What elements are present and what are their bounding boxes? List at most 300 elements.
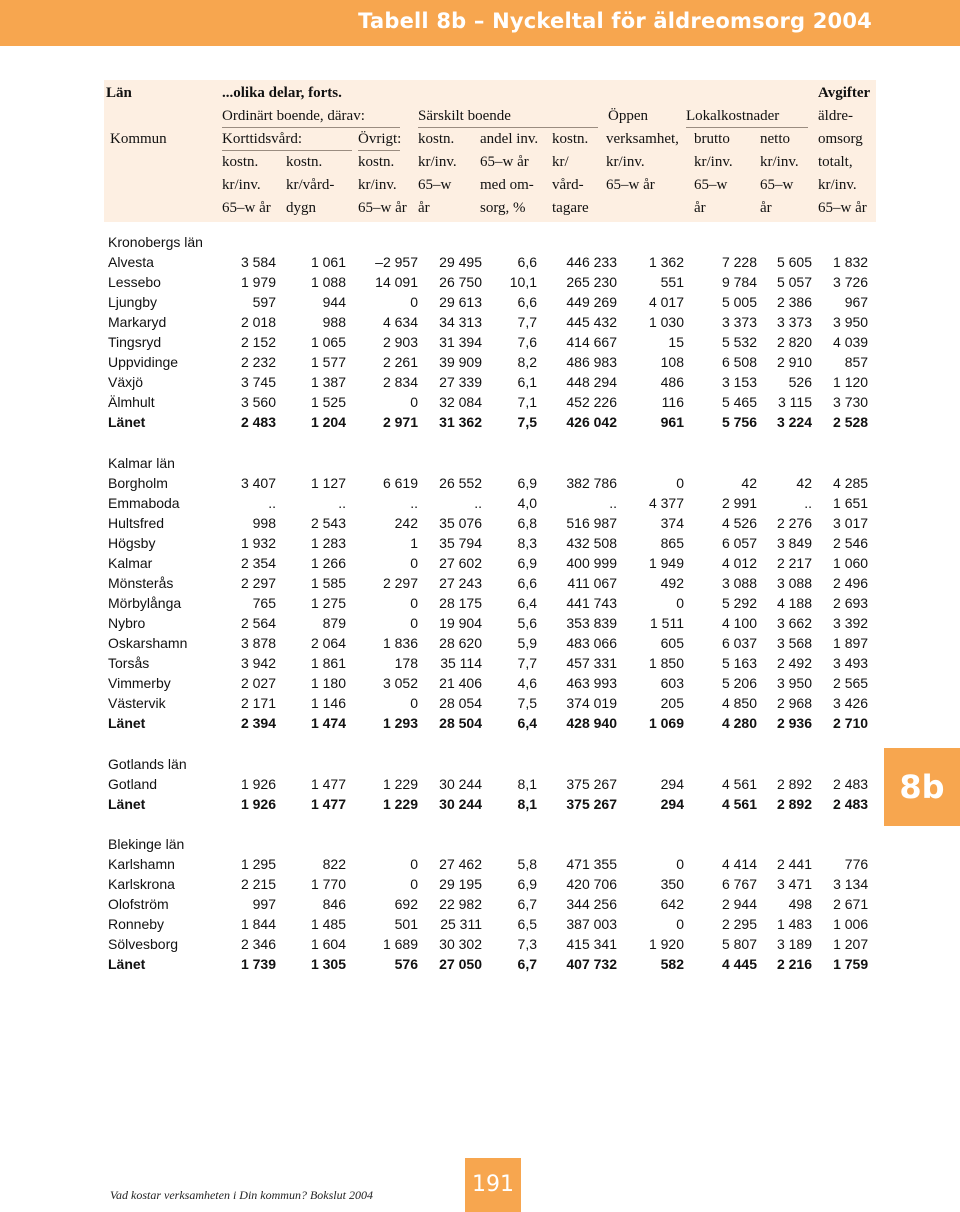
- value-cell: 1 844: [240, 916, 276, 932]
- kommun-name-cell: Ljungby: [108, 294, 158, 310]
- value-cell: 2 496: [833, 575, 869, 591]
- value-cell: 3 942: [240, 655, 276, 671]
- value-cell: 498: [788, 896, 812, 912]
- table-row: [108, 493, 868, 513]
- value-cell: 5 532: [721, 334, 757, 350]
- value-cell: 3 115: [778, 394, 812, 410]
- header-c10-4: kr/inv.: [818, 177, 857, 193]
- value-cell: 3 373: [721, 314, 757, 330]
- value-cell: 2 483: [833, 776, 869, 792]
- table-row: [108, 593, 868, 613]
- value-cell: ..: [268, 495, 276, 511]
- kommun-name-cell: Torsås: [108, 655, 150, 671]
- value-cell: ..: [609, 495, 617, 511]
- value-cell: 6,6: [517, 294, 537, 310]
- value-cell: 14 091: [375, 274, 418, 290]
- kommun-name-cell: Mönsterås: [108, 575, 174, 591]
- kommun-name-cell: Karlshamn: [108, 856, 175, 872]
- header-c7-3: 65–w år: [606, 177, 655, 193]
- value-cell: 1 030: [648, 314, 684, 330]
- value-cell: 29 613: [439, 294, 482, 310]
- header-c6-3: vård-: [552, 177, 584, 193]
- value-cell: 31 394: [439, 334, 482, 350]
- value-cell: 492: [660, 575, 684, 591]
- value-cell: 2 276: [776, 515, 812, 531]
- value-cell: 1 932: [240, 535, 276, 551]
- value-cell: 1 204: [310, 414, 346, 430]
- value-cell: 1 120: [833, 374, 869, 390]
- value-cell: 1 832: [833, 254, 869, 270]
- value-cell: ..: [474, 495, 482, 511]
- table-row: [108, 533, 868, 553]
- table-row: [108, 573, 868, 593]
- value-cell: 205: [660, 695, 684, 711]
- value-cell: 2 216: [776, 956, 812, 972]
- section-heading: Kalmar län: [108, 455, 175, 471]
- value-cell: 1 525: [310, 394, 346, 410]
- value-cell: 0: [410, 595, 418, 611]
- value-cell: 375 267: [566, 776, 617, 792]
- section-heading-row: [108, 453, 868, 473]
- header-c10-5: 65–w år: [818, 200, 867, 216]
- value-cell: 1 651: [833, 495, 869, 511]
- value-cell: 3 407: [240, 475, 276, 491]
- value-cell: 5 807: [721, 936, 757, 952]
- kommun-name-cell: Uppvidinge: [108, 354, 179, 370]
- value-cell: 34 313: [439, 314, 482, 330]
- value-cell: 2 386: [776, 294, 812, 310]
- value-cell: 3 134: [833, 876, 869, 892]
- table-row: [108, 914, 868, 934]
- kommun-name-cell: Länet: [108, 796, 146, 812]
- table-blekinge: [108, 834, 868, 974]
- value-cell: 0: [410, 615, 418, 631]
- header-c8-3: 65–w: [694, 177, 728, 193]
- value-cell: 1 577: [310, 354, 346, 370]
- value-cell: 7,7: [517, 655, 537, 671]
- value-cell: 432 508: [566, 535, 617, 551]
- value-cell: 28 054: [439, 695, 482, 711]
- value-cell: ..: [804, 495, 812, 511]
- value-cell: 765: [252, 595, 276, 611]
- value-cell: 2 910: [776, 354, 812, 370]
- value-cell: 846: [322, 896, 346, 912]
- header-c5-1: andel inv.: [480, 131, 539, 147]
- header-c5-2: 65–w år: [480, 154, 529, 170]
- table-row: [108, 553, 868, 573]
- value-cell: 4,0: [517, 495, 537, 511]
- value-cell: 8,1: [517, 796, 537, 812]
- value-cell: 1 275: [310, 595, 346, 611]
- value-cell: 0: [676, 595, 684, 611]
- header-c7-1: verksamhet,: [606, 131, 679, 147]
- value-cell: 4 561: [721, 796, 757, 812]
- value-cell: 1 739: [240, 956, 276, 972]
- value-cell: 4 280: [721, 715, 757, 731]
- value-cell: 967: [844, 294, 869, 310]
- value-cell: 2 171: [240, 695, 276, 711]
- value-cell: 822: [322, 856, 346, 872]
- table-row: [108, 934, 868, 954]
- value-cell: 178: [394, 655, 418, 671]
- value-cell: 865: [660, 535, 684, 551]
- value-cell: 2 295: [721, 916, 757, 932]
- value-cell: 1 295: [240, 856, 276, 872]
- value-cell: 1 926: [240, 796, 276, 812]
- value-cell: 3 153: [721, 374, 757, 390]
- value-cell: 0: [410, 555, 418, 571]
- header-c10-3: totalt,: [818, 154, 853, 170]
- value-cell: 944: [322, 294, 346, 310]
- value-cell: 5 292: [721, 595, 757, 611]
- value-cell: 449 269: [566, 294, 617, 310]
- section-heading: Blekinge län: [108, 836, 185, 852]
- header-group-lokal: Lokalkostnader: [686, 108, 780, 124]
- value-cell: 1 065: [310, 334, 346, 350]
- header-c1-3: kr/inv.: [222, 177, 261, 193]
- header-group-oppen: Öppen: [608, 108, 648, 124]
- value-cell: 265 230: [566, 274, 617, 290]
- value-cell: 1 770: [310, 876, 346, 892]
- value-cell: 1 283: [310, 535, 346, 551]
- header-c8-2: kr/inv.: [694, 154, 733, 170]
- value-cell: 4 100: [721, 615, 757, 631]
- value-cell: 3 493: [833, 655, 869, 671]
- header-c3-1: Övrigt:: [358, 131, 402, 147]
- kommun-name-cell: Växjö: [108, 374, 144, 390]
- value-cell: –2 957: [375, 254, 418, 270]
- value-cell: 5 756: [721, 414, 757, 430]
- value-cell: 30 244: [439, 776, 482, 792]
- header-rule-sarskilt: [418, 127, 598, 128]
- value-cell: 6 508: [721, 354, 757, 370]
- table-row: [108, 252, 868, 272]
- value-cell: 6,4: [517, 595, 537, 611]
- value-cell: 6,8: [517, 515, 537, 531]
- value-cell: 6,5: [517, 916, 537, 932]
- value-cell: 3 745: [240, 374, 276, 390]
- value-cell: 4 445: [721, 956, 757, 972]
- value-cell: 0: [410, 695, 418, 711]
- header-c4-4: år: [418, 200, 430, 216]
- value-cell: 1 229: [382, 776, 418, 792]
- kommun-name-cell: Mörbylånga: [108, 595, 182, 611]
- value-cell: 426 042: [566, 414, 617, 430]
- value-cell: 3 584: [240, 254, 276, 270]
- kommun-name-cell: Länet: [108, 715, 146, 731]
- value-cell: 1 127: [310, 475, 346, 491]
- value-cell: 4 850: [721, 695, 757, 711]
- value-cell: 857: [844, 354, 869, 370]
- header-c8-4: år: [694, 200, 706, 216]
- value-cell: 25 311: [440, 916, 482, 932]
- value-cell: 8,3: [517, 535, 537, 551]
- kommun-name-cell: Vimmerby: [108, 675, 171, 691]
- value-cell: 516 987: [566, 515, 617, 531]
- header-c2-1: kostn.: [286, 154, 323, 170]
- value-cell: 28 175: [439, 595, 482, 611]
- value-cell: 353 839: [566, 615, 617, 631]
- header-rule-lokal: [686, 127, 808, 128]
- value-cell: 1 006: [833, 916, 869, 932]
- value-cell: 10,1: [509, 274, 537, 290]
- value-cell: 9 784: [721, 274, 757, 290]
- value-cell: 3 726: [833, 274, 869, 290]
- value-cell: 2 693: [833, 595, 869, 611]
- value-cell: 39 909: [439, 354, 482, 370]
- value-cell: 5 465: [721, 394, 757, 410]
- header-c4-2: kr/inv.: [418, 154, 457, 170]
- value-cell: 3 849: [776, 535, 812, 551]
- value-cell: 2 354: [240, 555, 276, 571]
- value-cell: 1 689: [382, 936, 418, 952]
- value-cell: 441 743: [566, 595, 617, 611]
- value-cell: 4 634: [382, 314, 418, 330]
- value-cell: 28 504: [439, 715, 482, 731]
- section-heading-row: [108, 754, 868, 774]
- value-cell: 0: [410, 394, 418, 410]
- value-cell: 26 552: [439, 475, 482, 491]
- value-cell: 6,6: [517, 254, 537, 270]
- header-c5-3: med om-: [480, 177, 534, 193]
- value-cell: 1 088: [310, 274, 346, 290]
- value-cell: 1 362: [648, 254, 684, 270]
- value-cell: 4 039: [833, 334, 869, 350]
- value-cell: 116: [661, 394, 684, 410]
- kommun-name-cell: Lessebo: [108, 274, 161, 290]
- table-row: [108, 513, 868, 533]
- value-cell: 428 940: [566, 715, 617, 731]
- kommun-name-cell: Oskarshamn: [108, 635, 188, 651]
- value-cell: 471 355: [566, 856, 617, 872]
- kommun-name-cell: Alvesta: [108, 254, 154, 270]
- value-cell: 21 406: [439, 675, 482, 691]
- value-cell: 4 377: [648, 495, 684, 511]
- header-c6-2: kr/: [552, 154, 569, 170]
- value-cell: 0: [410, 294, 418, 310]
- value-cell: 1 207: [833, 936, 869, 952]
- value-cell: 486: [660, 374, 684, 390]
- value-cell: 27 602: [439, 555, 482, 571]
- value-cell: 3 373: [776, 314, 812, 330]
- total-row: [108, 412, 868, 432]
- value-cell: 5 057: [776, 274, 812, 290]
- value-cell: 32 084: [439, 394, 482, 410]
- value-cell: 3 568: [776, 635, 812, 651]
- kommun-name-cell: Emmaboda: [108, 495, 180, 511]
- header-c3-2: kostn.: [358, 154, 395, 170]
- value-cell: 1 305: [310, 956, 346, 972]
- value-cell: 446 233: [566, 254, 617, 270]
- value-cell: 2 027: [240, 675, 276, 691]
- value-cell: 6,7: [517, 896, 537, 912]
- header-c9-2: kr/inv.: [760, 154, 799, 170]
- value-cell: 6 619: [382, 475, 418, 491]
- value-cell: 0: [410, 876, 418, 892]
- value-cell: 1 387: [310, 374, 346, 390]
- value-cell: 6,1: [517, 374, 537, 390]
- value-cell: 2 152: [240, 334, 276, 350]
- value-cell: 29 195: [439, 876, 482, 892]
- value-cell: 108: [660, 354, 684, 370]
- value-cell: 1 861: [310, 655, 346, 671]
- value-cell: 6,9: [517, 475, 537, 491]
- value-cell: 2 064: [310, 635, 346, 651]
- value-cell: 2 971: [382, 414, 418, 430]
- value-cell: 5 005: [721, 294, 757, 310]
- value-cell: 2 565: [833, 675, 869, 691]
- value-cell: 42: [741, 475, 757, 491]
- value-cell: 1: [410, 535, 418, 551]
- value-cell: 463 993: [566, 675, 617, 691]
- value-cell: 4 012: [721, 555, 757, 571]
- value-cell: 1 483: [776, 916, 812, 932]
- value-cell: 5 605: [776, 254, 812, 270]
- table-row: [108, 272, 868, 292]
- value-cell: 501: [394, 916, 418, 932]
- value-cell: 997: [252, 896, 276, 912]
- kommun-name-cell: Nybro: [108, 615, 146, 631]
- value-cell: 0: [410, 856, 418, 872]
- value-cell: 8,2: [517, 354, 537, 370]
- value-cell: 35 076: [439, 515, 482, 531]
- value-cell: 2 483: [833, 796, 869, 812]
- value-cell: 1 060: [833, 555, 869, 571]
- table-row: [108, 332, 868, 352]
- value-cell: 1 511: [650, 615, 684, 631]
- table-row: [108, 292, 868, 312]
- value-cell: 603: [660, 675, 684, 691]
- header-group-sarskilt: Särskilt boende: [418, 108, 511, 124]
- value-cell: 2 991: [721, 495, 757, 511]
- kommun-name-cell: Västervik: [108, 695, 166, 711]
- header-c4-1: kostn.: [418, 131, 455, 147]
- value-cell: 375 267: [566, 796, 617, 812]
- value-cell: 1 585: [310, 575, 346, 591]
- section-tab: 8b: [884, 748, 960, 826]
- kommun-name-cell: Ronneby: [108, 916, 165, 932]
- table-row: [108, 874, 868, 894]
- value-cell: 2 892: [776, 796, 812, 812]
- value-cell: 42: [796, 475, 812, 491]
- table-row: [108, 613, 868, 633]
- value-cell: 7,1: [517, 394, 537, 410]
- value-cell: 3 950: [833, 314, 869, 330]
- value-cell: 452 226: [566, 394, 617, 410]
- header-c10-2: omsorg: [818, 131, 863, 147]
- header-c3-3: kr/inv.: [358, 177, 397, 193]
- value-cell: 1 949: [648, 555, 684, 571]
- value-cell: 35 114: [440, 655, 482, 671]
- value-cell: 2 346: [240, 936, 276, 952]
- header-c9-4: år: [760, 200, 772, 216]
- value-cell: 5 206: [721, 675, 757, 691]
- header-group-ordinart: Ordinärt boende, därav:: [222, 108, 365, 124]
- value-cell: 420 706: [566, 876, 617, 892]
- header-c6-4: tagare: [552, 200, 589, 216]
- total-row: [108, 954, 868, 974]
- value-cell: 3 392: [833, 615, 869, 631]
- value-cell: 30 244: [439, 796, 482, 812]
- value-cell: 3 662: [776, 615, 812, 631]
- value-cell: 6 037: [721, 635, 757, 651]
- value-cell: 3 017: [833, 515, 869, 531]
- value-cell: 4 526: [721, 515, 757, 531]
- value-cell: 6,9: [517, 876, 537, 892]
- value-cell: 605: [660, 635, 684, 651]
- value-cell: 4,6: [517, 675, 537, 691]
- value-cell: 31 362: [439, 414, 482, 430]
- value-cell: 387 003: [566, 916, 617, 932]
- value-cell: 3 426: [833, 695, 869, 711]
- footer-text: Vad kostar verksamheten i Din kommun? Bokslut 2004: [110, 1188, 373, 1202]
- table-row: [108, 473, 868, 493]
- value-cell: 3 088: [721, 575, 757, 591]
- value-cell: 414 667: [566, 334, 617, 350]
- value-cell: 2 297: [382, 575, 418, 591]
- value-cell: 1 979: [240, 274, 276, 290]
- header-c2-2: kr/vård-: [286, 177, 335, 193]
- value-cell: 6 057: [721, 535, 757, 551]
- kommun-name-cell: Länet: [108, 414, 146, 430]
- value-cell: 2 215: [240, 876, 276, 892]
- total-row: [108, 713, 868, 733]
- value-cell: 242: [394, 515, 418, 531]
- value-cell: 30 302: [439, 936, 482, 952]
- header-c7-2: kr/inv.: [606, 154, 645, 170]
- value-cell: 8,1: [517, 776, 537, 792]
- value-cell: 2 018: [240, 314, 276, 330]
- value-cell: 1 897: [833, 635, 869, 651]
- value-cell: 2 892: [776, 776, 812, 792]
- value-cell: 35 794: [439, 535, 482, 551]
- value-cell: 27 050: [439, 956, 482, 972]
- value-cell: 2 903: [382, 334, 418, 350]
- header-group-olika: ...olika delar, forts.: [222, 85, 342, 101]
- value-cell: 2 483: [240, 414, 276, 430]
- value-cell: 486 983: [566, 354, 617, 370]
- value-cell: 642: [660, 896, 684, 912]
- value-cell: 1 485: [310, 916, 346, 932]
- kommun-name-cell: Karlskrona: [108, 876, 175, 892]
- header-kommun: Kommun: [110, 131, 167, 147]
- header-c9-3: 65–w: [760, 177, 794, 193]
- value-cell: 692: [394, 896, 418, 912]
- value-cell: 2 564: [240, 615, 276, 631]
- value-cell: 7 228: [721, 254, 757, 270]
- table-row: [108, 673, 868, 693]
- value-cell: 27 462: [439, 856, 482, 872]
- value-cell: 5,8: [517, 856, 537, 872]
- value-cell: 0: [676, 856, 684, 872]
- value-cell: 15: [668, 334, 684, 350]
- header-c8-1: brutto: [694, 131, 730, 147]
- value-cell: 5,6: [517, 615, 537, 631]
- value-cell: 582: [660, 956, 684, 972]
- table-row: [108, 633, 868, 653]
- kommun-name-cell: Borgholm: [108, 475, 168, 491]
- kommun-name-cell: Hultsfred: [108, 515, 165, 531]
- value-cell: 2 820: [776, 334, 812, 350]
- value-cell: 2 232: [240, 354, 276, 370]
- value-cell: 7,6: [517, 334, 537, 350]
- value-cell: 2 936: [776, 715, 812, 731]
- value-cell: 3 878: [240, 635, 276, 651]
- table-gotland: [108, 754, 868, 814]
- value-cell: 374: [660, 515, 684, 531]
- value-cell: 1 474: [310, 715, 346, 731]
- total-row: [108, 794, 868, 814]
